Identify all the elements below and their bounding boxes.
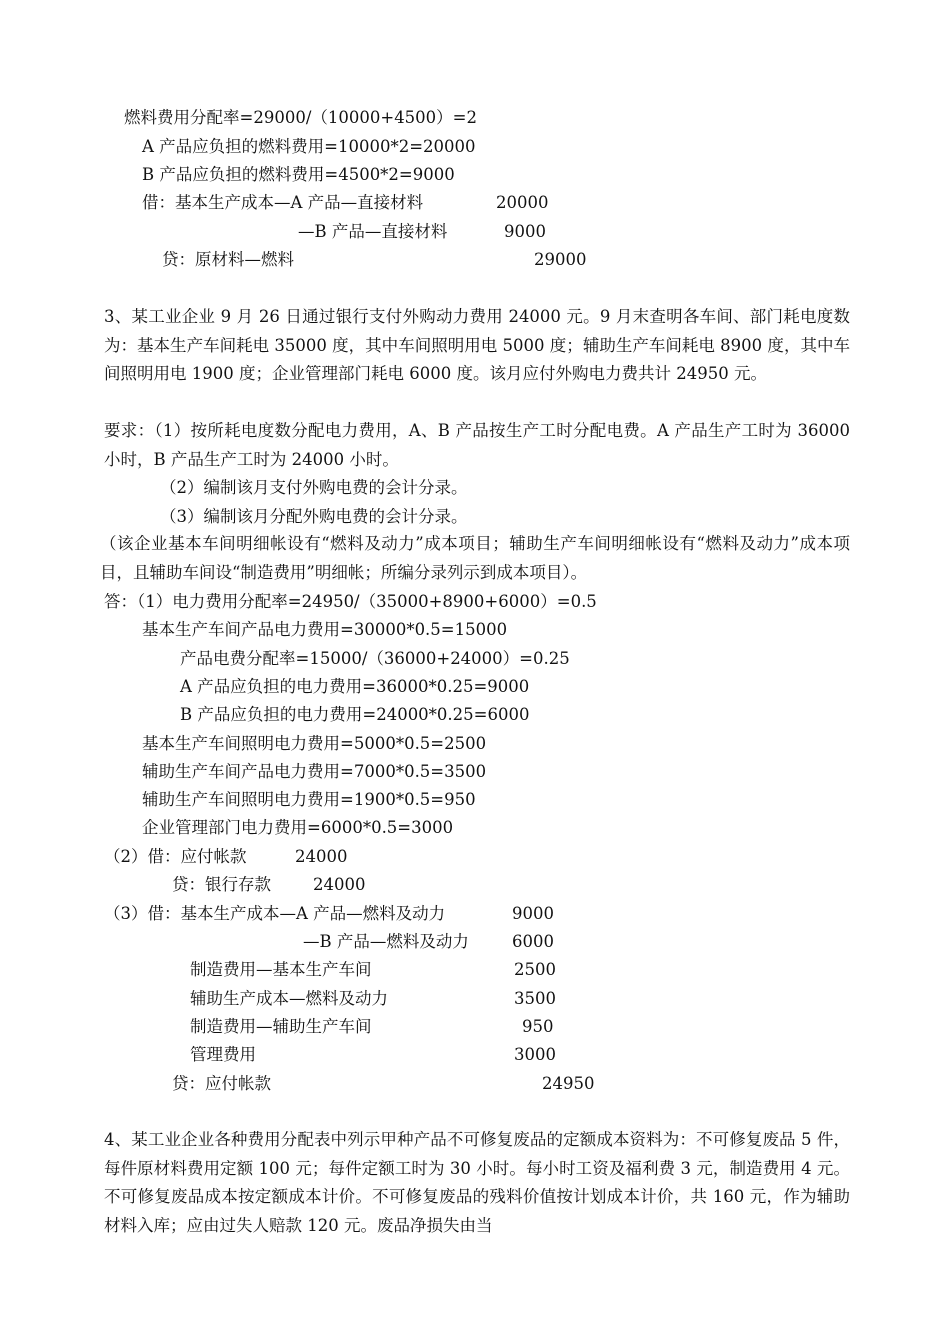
entry-3-row-3-label: 制造费用—基本生产车间: [190, 960, 372, 979]
entry-3-credit-amount: 24950: [542, 1074, 595, 1093]
fuel-entry-debit-2-label: —B 产品—直接材料: [298, 222, 448, 241]
fuel-a-cost-line: A 产品应负担的燃料费用=10000*2=20000: [142, 137, 476, 156]
question-3-requirement-1: 要求：（1）按所耗电度数分配电力费用，A、B 产品按生产工时分配电费。A 产品生产工时为 36000 小时，B 产品生产工时为 24000 小时。: [104, 421, 850, 469]
entry-2-credit-amount: 24000: [313, 875, 366, 894]
question-3-note: （该企业基本车间明细帐设有“燃料及动力”成本项目；辅助生产车间明细帐设有“燃料及动力”成本项目，且辅助车间设“制造费用”明细帐；所编分录列示到成本项目）。: [100, 534, 850, 582]
entry-3-row-1-label: （3）借：基本生产成本—A 产品—燃料及动力: [104, 904, 446, 923]
fuel-entry-debit-1-amount: 20000: [496, 193, 549, 212]
answer-3-line-8: 辅助生产车间照明电力费用=1900*0.5=950: [142, 790, 476, 809]
question-3-requirement-2: （2）编制该月支付外购电费的会计分录。: [160, 478, 468, 497]
answer-3-line-7: 辅助生产车间产品电力费用=7000*0.5=3500: [142, 762, 487, 781]
entry-2-credit-label: 贷：银行存款: [172, 875, 271, 894]
entry-3-row-6-label: 管理费用: [190, 1045, 256, 1064]
entry-3-row-6-amount: 3000: [514, 1045, 556, 1064]
answer-3-line-3: 产品电费分配率=15000/（36000+24000）=0.25: [180, 649, 570, 668]
question-3-requirement-3: （3）编制该月分配外购电费的会计分录。: [160, 507, 468, 526]
entry-3-row-2-label: —B 产品—燃料及动力: [303, 932, 469, 951]
entry-3-row-4-label: 辅助生产成本—燃料及动力: [190, 989, 388, 1008]
entry-2-debit-amount: 24000: [295, 847, 348, 866]
entry-3-credit-label: 贷：应付帐款: [172, 1074, 271, 1093]
answer-3-line-1: 答：（1）电力费用分配率=24950/（35000+8900+6000）=0.5: [104, 592, 597, 611]
entry-3-row-1-amount: 9000: [512, 904, 554, 923]
entry-3-row-4-amount: 3500: [514, 989, 556, 1008]
fuel-entry-credit-label: 贷：原材料—燃料: [162, 250, 294, 269]
fuel-entry-debit-2-amount: 9000: [504, 222, 546, 241]
entry-2-debit-label: （2）借：应付帐款: [104, 847, 247, 866]
fuel-entry-credit-amount: 29000: [534, 250, 587, 269]
question-3-body: 3、某工业企业 9 月 26 日通过银行支付外购动力费用 24000 元。9 月末查明各车间、部门耗电度数为：基本生产车间耗电 35000 度，其中车间照明用电 5000 度；辅助生产车间耗电 8900 度，其中车间照明用电 1900 度；企业管理部门耗电 6000 度。该月应付外购电力费共计 24950 元。: [104, 307, 850, 383]
fuel-b-cost-line: B 产品应负担的燃料费用=4500*2=9000: [142, 165, 455, 184]
question-4-body: 4、某工业企业各种费用分配表中列示甲种产品不可修复废品的定额成本资料为：不可修复废品 5 件，每件原材料费用定额 100 元；每件定额工时为 30 小时。每小时工资及福利费 3 元，制造费用 4 元。不可修复废品成本按定额成本计价。不可修复废品的残料价值按计划成本计价，共 160 元，作为辅助材料入库；应由过失人赔款 120 元。废品净损失由当: [104, 1130, 850, 1235]
answer-3-line-4: A 产品应负担的电力费用=36000*0.25=9000: [180, 677, 530, 696]
fuel-entry-debit-1-label: 借：基本生产成本—A 产品—直接材料: [142, 193, 424, 212]
answer-3-line-5: B 产品应负担的电力费用=24000*0.25=6000: [180, 705, 530, 724]
entry-3-row-2-amount: 6000: [512, 932, 554, 951]
entry-3-row-3-amount: 2500: [514, 960, 556, 979]
fuel-rate-line: 燃料费用分配率=29000/（10000+4500）=2: [124, 108, 478, 127]
entry-3-row-5-amount: 950: [522, 1017, 554, 1036]
answer-3-line-9: 企业管理部门电力费用=6000*0.5=3000: [142, 818, 454, 837]
answer-3-line-2: 基本生产车间产品电力费用=30000*0.5=15000: [142, 620, 508, 639]
answer-3-line-6: 基本生产车间照明电力费用=5000*0.5=2500: [142, 734, 487, 753]
entry-3-row-5-label: 制造费用—辅助生产车间: [190, 1017, 372, 1036]
